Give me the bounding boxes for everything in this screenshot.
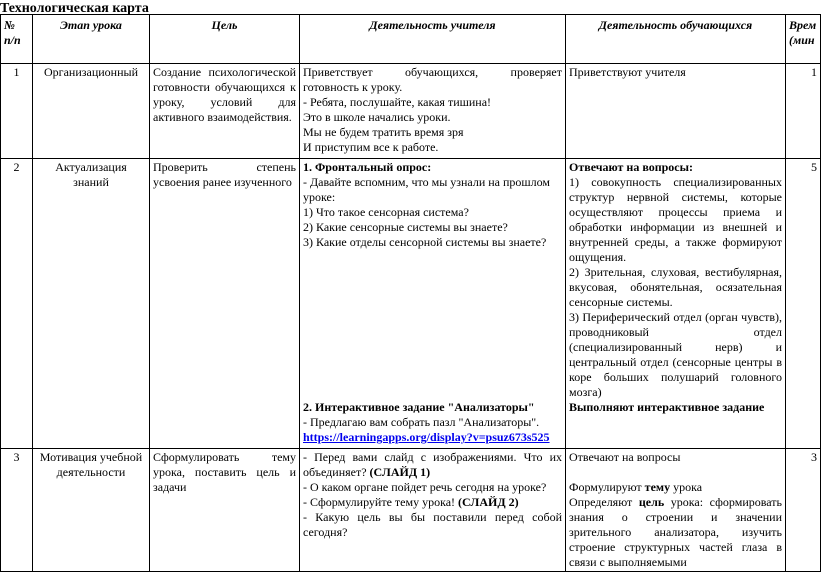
header-goal: Цель <box>150 15 300 64</box>
header-teacher: Деятельность учителя <box>300 15 566 64</box>
document-title: Технологическая карта <box>0 1 149 16</box>
header-time: Врем (мин <box>786 15 821 64</box>
learningapps-link[interactable]: https://learningapps.org/display?v=psuz673s525 <box>303 430 550 444</box>
row-num: 1 <box>1 64 33 159</box>
row-stage: Актуализация знаний <box>33 159 150 449</box>
row-teacher: 1. Фронтальный опрос: - Давайте вспомним, что мы узнали на прошлом уроке: 1) Что такое сенсорная система? 2) Какие сенсорные системы вы знаете? 3) Какие отделы сенсорной системы вы знаете? 2. Интерактивное задание "Анализаторы" - Предлагаю вам собрать пазл "Анализаторы". https://learningapps.org/display?v=psuz673s525 <box>300 159 566 449</box>
table-row <box>1 159 821 449</box>
row-goal: Проверить степень усвоения ранее изученного <box>150 159 300 449</box>
row-time: 5 <box>786 159 821 449</box>
row-time: 1 <box>786 64 821 159</box>
row-teacher: Приветствует обучающихся, проверяет готовность к уроку. - Ребята, послушайте, какая тишина! Это в школе начались уроки. Мы не будем тратить время зря И приступим все к работе. <box>300 64 566 159</box>
row-goal: Создание психологической готовности обучающихся к уроку, условий для активного взаимодействия. <box>150 64 300 159</box>
tech-map-table <box>0 14 821 572</box>
row-time: 3 <box>786 449 821 572</box>
row-goal: Сформулировать тему урока, поставить цель и задачи <box>150 449 300 572</box>
header-students: Деятельность обучающихся <box>566 15 786 64</box>
table-row <box>1 64 821 159</box>
row-num: 2 <box>1 159 33 449</box>
row-students: Отвечают на вопросы Формулируют тему урока Определяют цель урока: сформировать знания о строении и значении зрительного анализатора, изучить строение структурных частей глаза в связи с выполняемыми <box>566 449 786 572</box>
header-stage: Этап урока <box>33 15 150 64</box>
row-students: Отвечают на вопросы: 1) совокупность специализированных структур нервной системы, которые осуществляют процессы приема и обработки информации из внешней и внутренней среды, а также формируют ощущения. 2) Зрительная, слуховая, вестибулярная, вкусовая, обонятельная, осязательная сенсорные системы. 3) Периферический отдел (орган чувств), проводниковый отдел (специализированный нерв) и центральный отдел (сенсорные центры в коре больших полушарий головного мозга) Выполняют интерактивное задание <box>566 159 786 449</box>
row-stage: Мотивация учебной деятельности <box>33 449 150 572</box>
row-teacher: - Перед вами слайд с изображениями. Что их объединяет? (СЛАЙД 1) - О каком органе пойдет речь сегодня на уроке? - Сформулируйте тему урока! (СЛАЙД 2) - Какую цель вы бы поставили перед собой сегодня? <box>300 449 566 572</box>
header-num: № п/п <box>1 15 33 64</box>
table-row <box>1 449 821 572</box>
row-num: 3 <box>1 449 33 572</box>
header-row <box>1 15 821 64</box>
row-students: Приветствуют учителя <box>566 64 786 159</box>
row-stage: Организационный <box>33 64 150 159</box>
